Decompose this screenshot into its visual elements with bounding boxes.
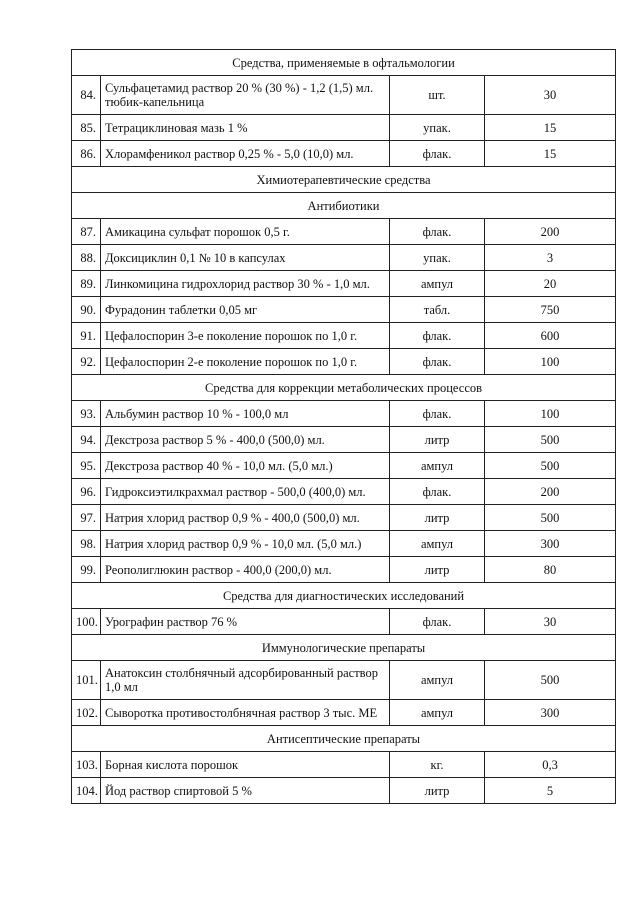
item-unit: литр	[390, 427, 485, 453]
item-number: 88.	[72, 245, 101, 271]
table-row	[72, 245, 616, 271]
section-title: Антисептические препараты	[72, 726, 616, 752]
item-unit: ампул	[390, 700, 485, 726]
item-name: Натрия хлорид раствор 0,9 % - 10,0 мл. (5,0 мл.)	[101, 531, 390, 557]
section-title: Средства для коррекции метаболических процессов	[72, 375, 616, 401]
table-row	[72, 271, 616, 297]
item-quantity: 3	[485, 245, 616, 271]
item-number: 89.	[72, 271, 101, 297]
item-name: Борная кислота порошок	[101, 752, 390, 778]
item-number: 102.	[72, 700, 101, 726]
item-quantity: 200	[485, 479, 616, 505]
item-quantity: 30	[485, 609, 616, 635]
section-title: Средства, применяемые в офтальмологии	[72, 50, 616, 76]
section-header-row	[72, 583, 616, 609]
table-row	[72, 76, 616, 115]
item-number: 90.	[72, 297, 101, 323]
item-name: Йод раствор спиртовой 5 %	[101, 778, 390, 804]
section-title: Антибиотики	[72, 193, 616, 219]
item-quantity: 20	[485, 271, 616, 297]
item-number: 95.	[72, 453, 101, 479]
item-number: 97.	[72, 505, 101, 531]
item-unit: флак.	[390, 349, 485, 375]
item-number: 101.	[72, 661, 101, 700]
table-row	[72, 609, 616, 635]
item-name: Анатоксин столбнячный адсорбированный раствор 1,0 мл	[101, 661, 390, 700]
item-name: Сульфацетамид раствор 20 % (30 %) - 1,2 (1,5) мл. тюбик-капельница	[101, 76, 390, 115]
section-header-row	[72, 193, 616, 219]
table-row	[72, 219, 616, 245]
section-title: Средства для диагностических исследований	[72, 583, 616, 609]
item-name: Реополиглюкин раствор - 400,0 (200,0) мл.	[101, 557, 390, 583]
item-unit: табл.	[390, 297, 485, 323]
item-name: Сыворотка противостолбнячная раствор 3 тыс. МЕ	[101, 700, 390, 726]
medicines-table-body	[72, 50, 616, 804]
section-header-row	[72, 50, 616, 76]
item-number: 98.	[72, 531, 101, 557]
item-unit: литр	[390, 505, 485, 531]
table-row	[72, 531, 616, 557]
table-row	[72, 323, 616, 349]
table-row	[72, 427, 616, 453]
item-quantity: 300	[485, 700, 616, 726]
item-quantity: 30	[485, 76, 616, 115]
item-quantity: 100	[485, 401, 616, 427]
item-name: Натрия хлорид раствор 0,9 % - 400,0 (500,0) мл.	[101, 505, 390, 531]
item-unit: флак.	[390, 323, 485, 349]
item-name: Линкомицина гидрохлорид раствор 30 % - 1,0 мл.	[101, 271, 390, 297]
item-name: Альбумин раствор 10 % - 100,0 мл	[101, 401, 390, 427]
item-unit: флак.	[390, 479, 485, 505]
table-row	[72, 401, 616, 427]
item-unit: ампул	[390, 453, 485, 479]
item-quantity: 200	[485, 219, 616, 245]
table-row	[72, 778, 616, 804]
item-quantity: 300	[485, 531, 616, 557]
table-row	[72, 297, 616, 323]
item-number: 94.	[72, 427, 101, 453]
item-name: Декстроза раствор 5 % - 400,0 (500,0) мл.	[101, 427, 390, 453]
item-number: 100.	[72, 609, 101, 635]
item-unit: ампул	[390, 661, 485, 700]
table-row	[72, 453, 616, 479]
item-unit: литр	[390, 778, 485, 804]
item-number: 93.	[72, 401, 101, 427]
item-name: Тетрациклиновая мазь 1 %	[101, 115, 390, 141]
table-row	[72, 141, 616, 167]
section-header-row	[72, 635, 616, 661]
item-name: Амикацина сульфат порошок 0,5 г.	[101, 219, 390, 245]
section-header-row	[72, 167, 616, 193]
item-number: 99.	[72, 557, 101, 583]
table-row	[72, 661, 616, 700]
item-unit: ампул	[390, 531, 485, 557]
item-quantity: 0,3	[485, 752, 616, 778]
section-header-row	[72, 726, 616, 752]
item-unit: флак.	[390, 609, 485, 635]
item-quantity: 80	[485, 557, 616, 583]
section-title: Иммунологические препараты	[72, 635, 616, 661]
section-title: Химиотерапевтические средства	[72, 167, 616, 193]
item-name: Цефалоспорин 2-е поколение порошок по 1,0 г.	[101, 349, 390, 375]
item-quantity: 750	[485, 297, 616, 323]
item-unit: кг.	[390, 752, 485, 778]
item-quantity: 500	[485, 453, 616, 479]
item-unit: упак.	[390, 245, 485, 271]
item-number: 86.	[72, 141, 101, 167]
table-row	[72, 700, 616, 726]
item-name: Хлорамфеникол раствор 0,25 % - 5,0 (10,0) мл.	[101, 141, 390, 167]
item-unit: ампул	[390, 271, 485, 297]
item-quantity: 5	[485, 778, 616, 804]
table-row	[72, 752, 616, 778]
item-number: 84.	[72, 76, 101, 115]
item-name: Доксициклин 0,1 № 10 в капсулах	[101, 245, 390, 271]
item-name: Гидроксиэтилкрахмал раствор - 500,0 (400,0) мл.	[101, 479, 390, 505]
item-quantity: 100	[485, 349, 616, 375]
table-row	[72, 115, 616, 141]
item-unit: шт.	[390, 76, 485, 115]
item-number: 103.	[72, 752, 101, 778]
item-number: 85.	[72, 115, 101, 141]
item-name: Урографин раствор 76 %	[101, 609, 390, 635]
table-row	[72, 557, 616, 583]
item-unit: флак.	[390, 219, 485, 245]
item-name: Декстроза раствор 40 % - 10,0 мл. (5,0 мл.)	[101, 453, 390, 479]
item-quantity: 500	[485, 427, 616, 453]
item-number: 104.	[72, 778, 101, 804]
item-unit: флак.	[390, 401, 485, 427]
item-name: Цефалоспорин 3-е поколение порошок по 1,0 г.	[101, 323, 390, 349]
section-header-row	[72, 375, 616, 401]
item-quantity: 600	[485, 323, 616, 349]
medicines-table	[71, 49, 616, 804]
item-unit: литр	[390, 557, 485, 583]
item-number: 91.	[72, 323, 101, 349]
item-number: 87.	[72, 219, 101, 245]
item-name: Фурадонин таблетки 0,05 мг	[101, 297, 390, 323]
table-row	[72, 505, 616, 531]
item-number: 92.	[72, 349, 101, 375]
item-unit: флак.	[390, 141, 485, 167]
item-unit: упак.	[390, 115, 485, 141]
table-row	[72, 349, 616, 375]
item-number: 96.	[72, 479, 101, 505]
item-quantity: 15	[485, 115, 616, 141]
item-quantity: 15	[485, 141, 616, 167]
item-quantity: 500	[485, 505, 616, 531]
table-row	[72, 479, 616, 505]
item-quantity: 500	[485, 661, 616, 700]
